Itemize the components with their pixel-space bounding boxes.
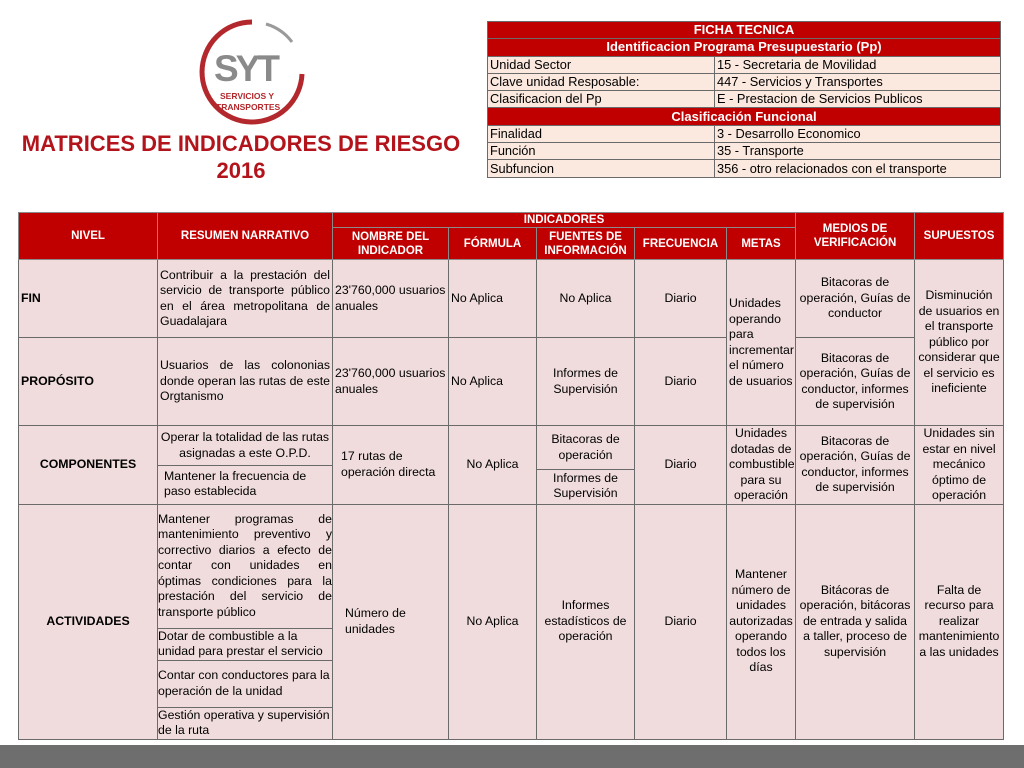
resumen-subitem: Operar la totalidad de las rutas asignadas a este O.P.D. bbox=[158, 427, 332, 466]
formula-cell: No Aplica bbox=[449, 338, 537, 426]
col-nivel-header: NIVEL bbox=[19, 213, 158, 260]
fuentes-cell: Informes estadísticos de operación bbox=[537, 504, 635, 739]
resumen-subitem: Contar con conductores para la operación de la unidad bbox=[158, 660, 332, 707]
formula-cell: No Aplica bbox=[449, 504, 537, 739]
fuentes-subitem: Informes de Supervisión bbox=[553, 470, 618, 501]
ficha-row bbox=[488, 143, 1001, 160]
col-indicadores-header: INDICADORES bbox=[333, 213, 796, 228]
ficha-value: E - Prestacion de Servicios Publicos bbox=[715, 91, 1001, 108]
ficha-subtitle: Identificacion Programa Presupuestario (Pp) bbox=[488, 39, 1001, 56]
nivel-cell: COMPONENTES bbox=[19, 426, 158, 505]
col-resumen-header: RESUMEN NARRATIVO bbox=[158, 213, 333, 260]
ficha-value: 3 - Desarrollo Economico bbox=[715, 125, 1001, 142]
fuentes-sublist bbox=[537, 427, 634, 503]
formula-cell: No Aplica bbox=[449, 426, 537, 505]
resumen-cell bbox=[158, 426, 333, 505]
fuentes-subitem: Bitacoras de operación bbox=[537, 427, 634, 470]
frecuencia-cell: Diario bbox=[635, 504, 727, 739]
ficha-key: Clave unidad Resposable: bbox=[488, 73, 715, 90]
frecuencia-cell: Diario bbox=[635, 338, 727, 426]
supuestos-cell: Disminución de usuarios en el transporte público por considerar que el servicio es ineficiente bbox=[915, 260, 1004, 426]
ficha-row bbox=[488, 160, 1001, 177]
ficha-row bbox=[488, 125, 1001, 142]
page-title-line2: 2016 bbox=[216, 158, 266, 183]
frecuencia-cell: Diario bbox=[635, 426, 727, 505]
ficha-row bbox=[488, 91, 1001, 108]
footer-bar bbox=[0, 745, 1024, 768]
resumen-cell: Usuarios de las colononias donde operan las rutas de este Orgtanismo bbox=[158, 338, 333, 426]
ficha-section-title: Clasificación Funcional bbox=[488, 108, 1001, 125]
supuestos-cell: Unidades sin estar en nivel mecánico óptimo de operación bbox=[915, 426, 1004, 505]
page-title-line1: MATRICES DE INDICADORES DE RIESGO bbox=[21, 131, 461, 156]
col-formula-header: FÓRMULA bbox=[449, 228, 537, 260]
fuentes-cell: No Aplica bbox=[537, 260, 635, 338]
resumen-subitem: Mantener la frecuencia de paso establecida bbox=[164, 468, 307, 499]
ficha-title: FICHA TECNICA bbox=[488, 22, 1001, 39]
logo-subtitle-1: SERVICIOS Y bbox=[220, 91, 275, 101]
supuestos-cell: Falta de recurso para realizar mantenimiento a las unidades bbox=[915, 504, 1004, 739]
fuentes-cell: Informes de Supervisión bbox=[537, 338, 635, 426]
ficha-row bbox=[488, 73, 1001, 90]
resumen-cell: Contribuir a la prestación del servicio de transporte público en el área metropolitana de Guadalajara bbox=[158, 260, 333, 338]
table-row-fin bbox=[19, 260, 1004, 338]
page-title bbox=[0, 130, 482, 184]
medios-cell: Bitacoras de operación, Guías de conductor, informes de supervisión bbox=[796, 338, 915, 426]
resumen-sublist bbox=[158, 427, 332, 503]
medios-cell: Bitacoras de operación, Guías de conductor, informes de supervisión bbox=[796, 426, 915, 505]
ficha-key: Unidad Sector bbox=[488, 56, 715, 73]
col-metas-header: METAS bbox=[727, 228, 796, 260]
ficha-key: Finalidad bbox=[488, 125, 715, 142]
metas-cell: Unidades dotadas de combustible para su operación bbox=[727, 426, 796, 505]
nombre-cell: Número de unidades bbox=[333, 504, 449, 739]
ficha-row bbox=[488, 56, 1001, 73]
nivel-cell: ACTIVIDADES bbox=[19, 504, 158, 739]
ficha-value: 447 - Servicios y Transportes bbox=[715, 73, 1001, 90]
indicators-matrix-table bbox=[18, 212, 1004, 740]
resumen-subitem: Gestión operativa y supervisión de la ruta bbox=[158, 707, 330, 737]
col-medios-header: MEDIOS DE VERIFICACIÓN bbox=[796, 213, 915, 260]
metas-cell: Mantener número de unidades autorizadas operando todos los días bbox=[727, 504, 796, 739]
ficha-key: Clasificacion del Pp bbox=[488, 91, 715, 108]
resumen-cell bbox=[158, 504, 333, 739]
table-row-proposito bbox=[19, 338, 1004, 426]
logo-mark: SYT bbox=[214, 48, 277, 89]
nombre-cell: 17 rutas de operación directa bbox=[333, 426, 449, 505]
table-row-componentes bbox=[19, 426, 1004, 505]
ficha-value: 15 - Secretaria de Movilidad bbox=[715, 56, 1001, 73]
ficha-value: 35 - Transporte bbox=[715, 143, 1001, 160]
ficha-tecnica-table bbox=[487, 21, 1001, 178]
table-row-actividades bbox=[19, 504, 1004, 739]
nombre-cell: 23'760,000 usuarios anuales bbox=[333, 338, 449, 426]
resumen-subitem: Mantener programas de mantenimiento preventivo y correctivo diarios a efecto de contar con unidades en óptimas condiciones para la prestación del servicio de transporte público bbox=[158, 505, 332, 629]
ficha-value: 356 - otro relacionados con el transporte bbox=[715, 160, 1001, 177]
resumen-subitem: Dotar de combustible a la unidad para prestar el servicio bbox=[158, 628, 332, 660]
col-fuentes-header: FUENTES DE INFORMACIÓN bbox=[537, 228, 635, 260]
formula-cell: No Aplica bbox=[449, 260, 537, 338]
logo-subtitle-2: TRANSPORTES bbox=[216, 102, 281, 112]
col-nombre-header: NOMBRE DEL INDICADOR bbox=[333, 228, 449, 260]
nivel-cell: PROPÓSITO bbox=[19, 338, 158, 426]
ficha-key: Subfuncion bbox=[488, 160, 715, 177]
nivel-cell: FIN bbox=[19, 260, 158, 338]
nombre-cell: 23'760,000 usuarios anuales bbox=[333, 260, 449, 338]
col-supuestos-header: SUPUESTOS bbox=[915, 213, 1004, 260]
medios-cell: Bitacoras de operación, Guías de conductor bbox=[796, 260, 915, 338]
syt-logo bbox=[196, 16, 308, 126]
frecuencia-cell: Diario bbox=[635, 260, 727, 338]
ficha-key: Función bbox=[488, 143, 715, 160]
medios-cell: Bitácoras de operación, bitácoras de entrada y salida a taller, proceso de supervisión bbox=[796, 504, 915, 739]
col-frecuencia-header: FRECUENCIA bbox=[635, 228, 727, 260]
metas-cell: Unidades operando para incrementar el número de usuarios bbox=[727, 260, 796, 426]
resumen-sublist bbox=[158, 505, 332, 739]
fuentes-cell bbox=[537, 426, 635, 505]
